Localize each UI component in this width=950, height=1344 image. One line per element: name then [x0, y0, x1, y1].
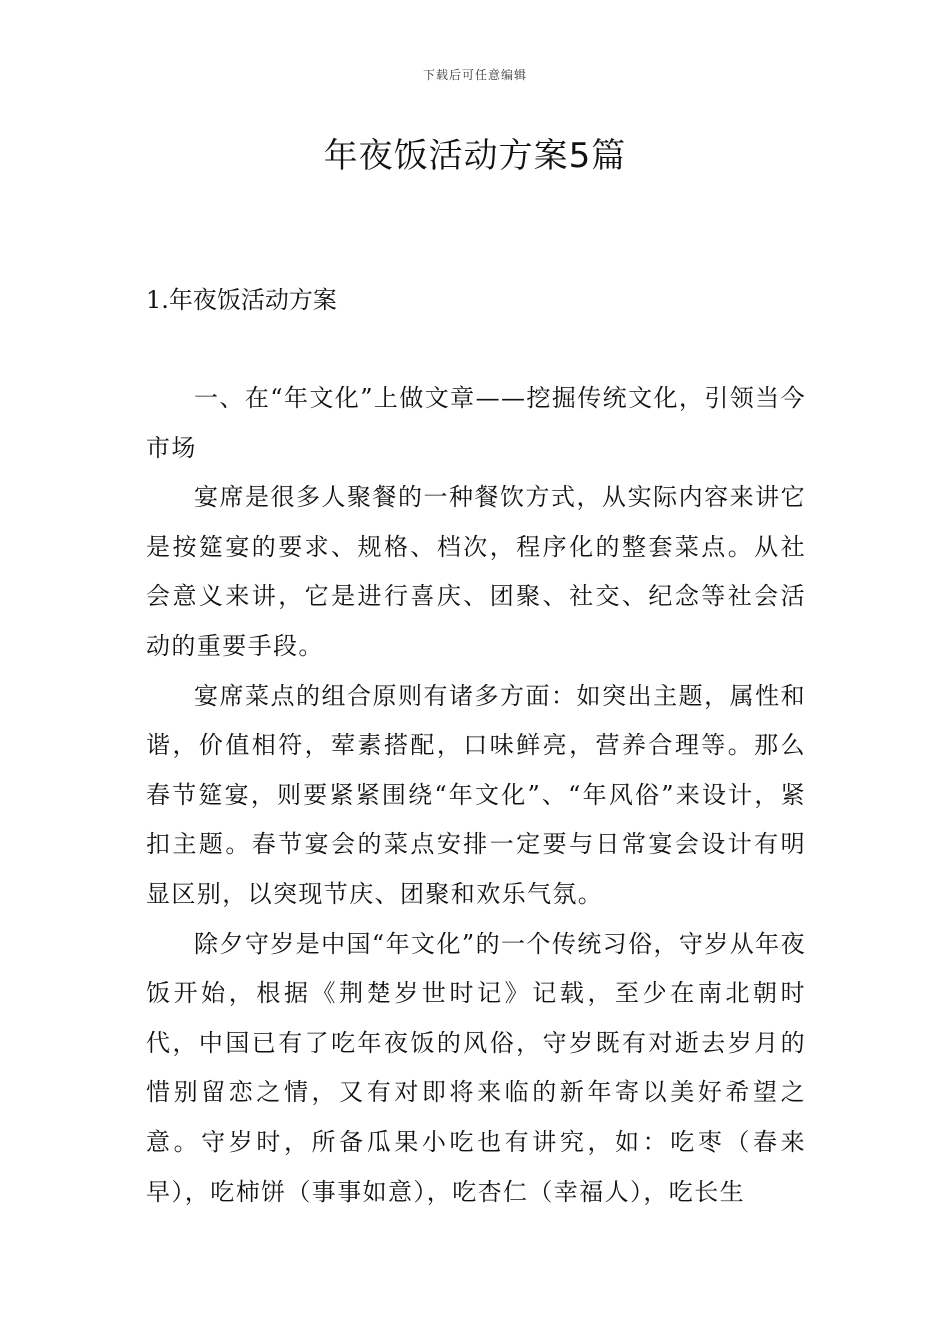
section-heading: 1.年夜饭活动方案: [146, 286, 337, 314]
body-text: [146, 374, 806, 1217]
header-note: 下载后可任意编辑: [422, 68, 527, 82]
paragraph: 宴席是很多人聚餐的一种餐饮方式，从实际内容来讲它是按筵宴的要求、规格、档次，程序化的整套菜点。从社会意义来讲，它是进行喜庆、团聚、社交、纪念等社会活动的重要手段。: [146, 483, 806, 660]
paragraph: 一、在“年文化”上做文章——挖掘传统文化，引领当今市场: [146, 384, 806, 462]
document-title: 年夜饭活动方案5篇: [323, 136, 627, 176]
paragraph: 宴席菜点的组合原则有诸多方面：如突出主题，属性和谐，价值相符，荤素搭配，口味鲜亮，营养合理等。那么春节筵宴，则要紧紧围绕“年文化”、“年风俗”来设计，紧扣主题。春节宴会的菜点安排一定要与日常宴会设计有明显区别，以突现节庆、团聚和欢乐气氛。: [146, 681, 806, 908]
paragraph: 除夕守岁是中国“年文化”的一个传统习俗，守岁从年夜饭开始，根据《荆楚岁世时记》记载，至少在南北朝时代，中国已有了吃年夜饭的风俗，守岁既有对逝去岁月的惜别留恋之情，又有对即将来临的新年寄以美好希望之意。守岁时，所备瓜果小吃也有讲究，如：吃枣（春来早），吃柿饼（事事如意），吃杏仁（幸福人），吃长生: [146, 929, 806, 1206]
